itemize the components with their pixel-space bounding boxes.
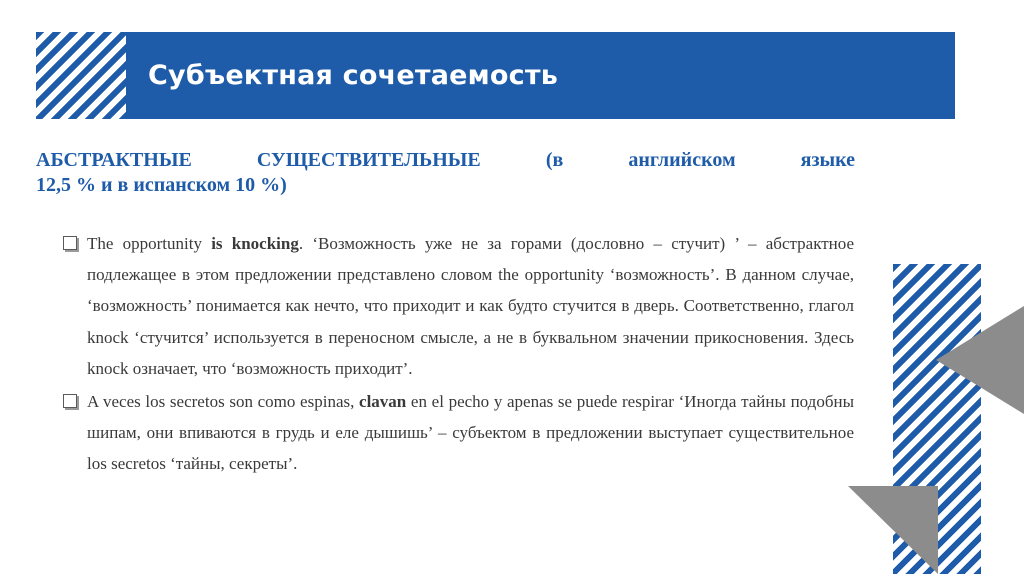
decorative-stripes-top [36, 32, 126, 119]
bullet-item-opportunity [62, 228, 854, 384]
bullet-text-pre: A veces los secretos son como espinas, [87, 392, 360, 412]
section-heading [36, 148, 855, 198]
bullet-item-secretos [62, 386, 854, 480]
decorative-triangle-lower [848, 486, 938, 574]
heading-line-1: АБСТРАКТНЫЕ СУЩЕСТВИТЕЛЬНЫЕ (в английском языке [36, 149, 855, 171]
slide-title: Субъектная сочетаемость [148, 60, 558, 91]
bullet-list [62, 228, 854, 482]
bullet-text-post: en el pecho y apenas se puede respirar ‘Иногда тайны подобны шипам, они впиваются в грудь и еле дышишь’ – субъектом в предложении выступает существительное los secretos ‘тайны, секреты’. [87, 392, 854, 474]
bullet-text-post: . ‘Возможность уже не за горами (дословно – стучит) ’ – абстрактное подлежащее в этом предложении представлено словом the opportunity ‘возможность’. В данном случае, ‘возможность’ понимается как нечто, что приходит и как будто стучится в дверь. Соответственно, глагол knock ‘стучится’ используется в переносном смысле, а не в буквальном значении прикосновения. Здесь knock означает, что ‘возможность приходит’. [87, 234, 855, 378]
bullet-text-bold: clavan [359, 392, 407, 412]
bullet-text-pre: The opportunity [87, 234, 212, 253]
decorative-triangle-upper [936, 306, 1024, 414]
checkbox-bullet-icon [63, 394, 77, 408]
checkbox-bullet-icon [63, 236, 77, 250]
title-bar [126, 32, 955, 119]
bullet-text-bold: is knocking [211, 234, 299, 253]
heading-line-2: 12,5 % и в испанском 10 %) [36, 174, 287, 196]
